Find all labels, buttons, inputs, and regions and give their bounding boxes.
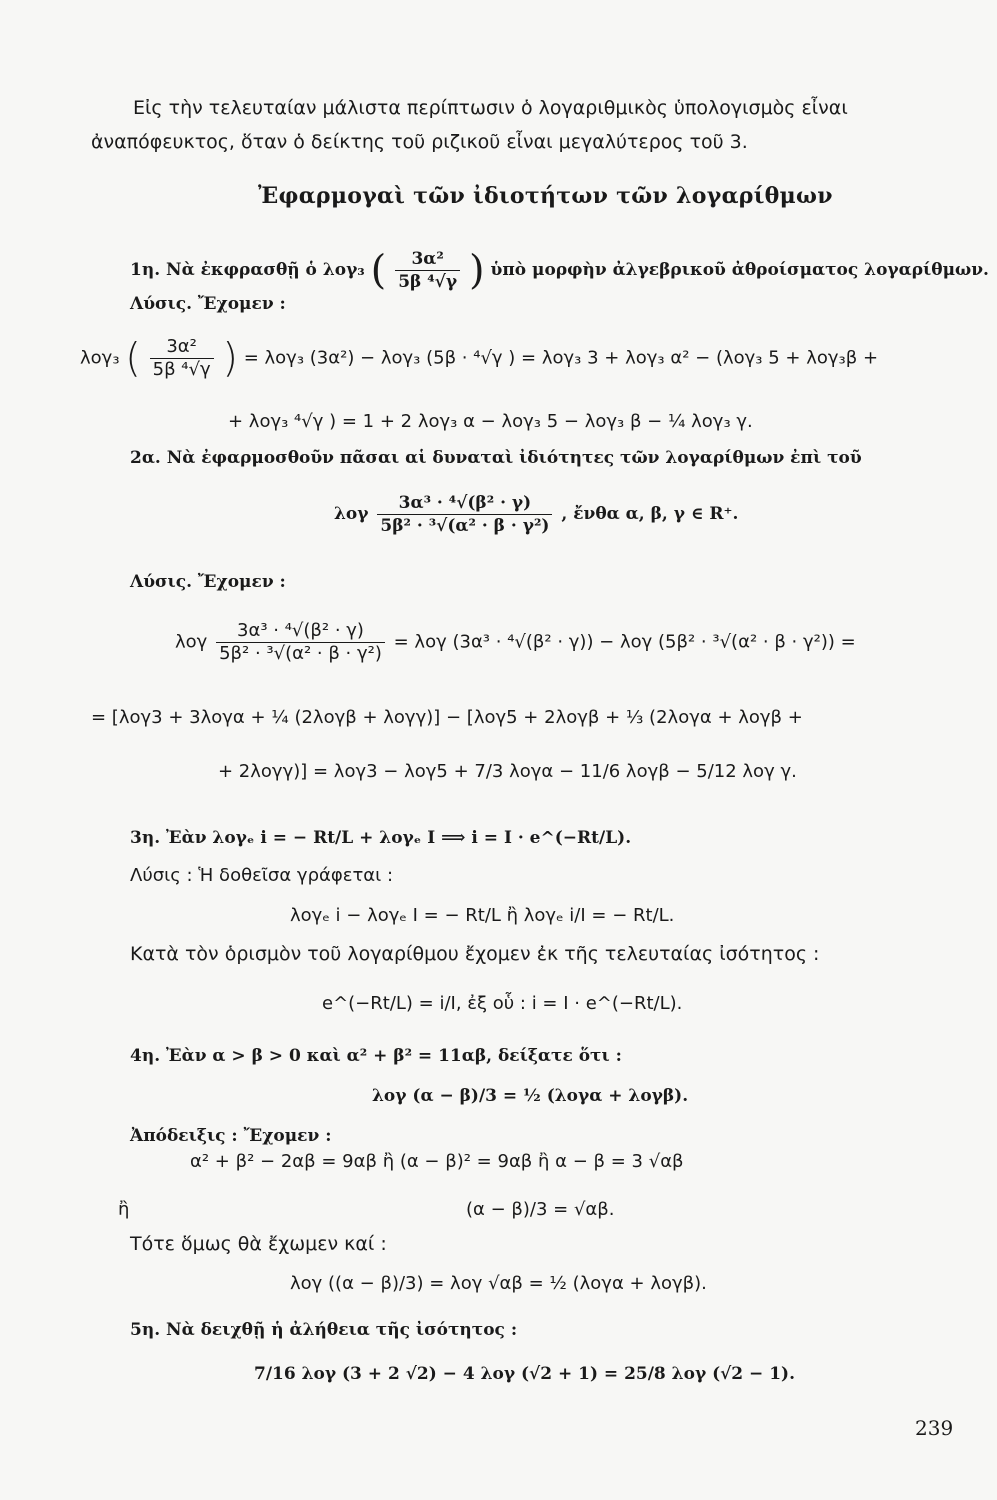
- page-number: 239: [915, 1416, 954, 1440]
- problem-1-rest: ὑπὸ μορφὴν ἀλγεβρικοῦ ἀθροίσματος λογαρίθμων.: [490, 260, 989, 280]
- problem-2-where: , ἔνθα α, β, γ ∈ R⁺.: [561, 504, 739, 524]
- problem-3-title: 3η. Ἐὰν λογₑ i = − Rt/L + λογₑ I ⟹ i = I · e^(−Rt/L).: [130, 828, 632, 848]
- problem-1-lhs-num: 3α²: [150, 336, 214, 359]
- problem-1-solution-label: Λύσις. Ἔχομεν :: [130, 294, 286, 314]
- problem-5-title: 5η. Νὰ δειχθῇ ἡ ἀλήθεια τῆς ἰσότητος :: [130, 1320, 518, 1340]
- problem-3-line-1: λογₑ i − λογₑ I = − Rt/L ἢ λογₑ i/I = − Rt/L.: [290, 905, 675, 926]
- problem-2-line-1-log: λογ: [175, 631, 208, 653]
- problem-2-solution-label: Λύσις. Ἔχομεν :: [130, 572, 286, 592]
- problem-2-line-2: = [λογ3 + 3λογα + ¼ (2λογβ + λογγ)] − [λογ5 + 2λογβ + ⅓ (2λογα + λογβ +: [91, 707, 803, 728]
- problem-4-then: Τότε ὅμως θὰ ἔχωμεν καί :: [130, 1233, 387, 1255]
- problem-1-line-1: λογ₃ ( $\frac{\text{3α²}}{\text{5β ⁴√γ}}$ ) = λογ₃ (3α²) − λογ₃ (5β · ⁴√γ ) = λογ₃ 3 + λογ₃ α² − (λογ₃ 5 + λογ₃β +: [80, 335, 879, 382]
- intro-line-1: Εἰς τὴν τελευταίαν μάλιστα περίπτωσιν ὁ λογαριθμικὸς ὑπολογισμὸς εἶναι: [133, 97, 848, 119]
- problem-2-line-1: [175, 620, 856, 665]
- problem-2-title: 2α. Νὰ ἐφαρμοσθοῦν πᾶσαι αἱ δυναταὶ ἰδιότητες τῶν λογαρίθμων ἐπὶ τοῦ: [130, 448, 862, 468]
- problem-1-den: 5β ⁴√γ: [398, 272, 458, 292]
- problem-1-fraction: [395, 248, 460, 293]
- problem-2-line-3: + 2λογγ)] = λογ3 − λογ5 + 7/3 λογα − 11/6 λογβ − 5/12 λογ γ.: [218, 761, 797, 782]
- problem-1-num: 3α²: [395, 248, 460, 271]
- problem-1-log: λογ₃: [80, 347, 120, 369]
- problem-4-line-1: α² + β² − 2αβ = 9αβ ἢ (α − β)² = 9αβ ἢ α − β = 3 √αβ: [190, 1151, 684, 1172]
- problem-4-proof-label: Ἀπόδειξις : Ἔχομεν :: [130, 1126, 332, 1146]
- problem-1-title: 1η. Νὰ ἐκφρασθῇ ὁ λογ₃ ( $\frac{\text{3α²}}{\text{5β ⁴√γ}}$ ) ὑπὸ μορφὴν ἀλγεβρικοῦ ἀθροίσματος λογαρίθμων.: [130, 247, 989, 294]
- problem-4-line-2: (α − β)/3 = √αβ.: [466, 1199, 615, 1220]
- problem-1-lhs-den: 5β ⁴√γ: [152, 359, 211, 380]
- problem-2-expression: [334, 492, 738, 537]
- problem-4-claim: λογ (α − β)/3 = ½ (λογα + λογβ).: [372, 1086, 689, 1106]
- problem-3-definition: Κατὰ τὸν ὁρισμὸν τοῦ λογαρίθμου ἔχομεν ἐκ τῆς τελευταίας ἰσότητος :: [130, 943, 820, 965]
- problem-4-line-3: λογ ((α − β)/3) = λογ √αβ = ½ (λογα + λογβ).: [290, 1273, 707, 1294]
- problem-2-fraction: [377, 492, 552, 537]
- problem-1-lhs-fraction: [150, 336, 214, 381]
- problem-5-equation: 7/16 λογ (3 + 2 √2) − 4 λογ (√2 + 1) = 25/8 λογ (√2 − 1).: [254, 1364, 795, 1384]
- problem-4-or: ἢ: [118, 1199, 130, 1220]
- problem-2-den: 5β² · ³√(α² · β · γ²): [380, 516, 550, 536]
- problem-1-label: 1η. Νὰ ἐκφρασθῇ ὁ λογ₃: [130, 260, 365, 280]
- problem-1-line-2: + λογ₃ ⁴√γ ) = 1 + 2 λογ₃ α − λογ₃ 5 − λογ₃ β − ¼ λογ₃ γ.: [228, 411, 753, 432]
- problem-3-line-2: e^(−Rt/L) = i/I, ἐξ οὗ : i = I · e^(−Rt/L).: [322, 993, 683, 1014]
- problem-4-title: 4η. Ἐὰν α > β > 0 καὶ α² + β² = 11αβ, δείξατε ὅτι :: [130, 1046, 622, 1066]
- problem-2-log: λογ: [334, 504, 369, 524]
- intro-line-2: ἀναπόφευκτος, ὅταν ὁ δείκτης τοῦ ριζικοῦ εἶναι μεγαλύτερος τοῦ 3.: [91, 131, 748, 153]
- problem-1-line-1-rhs: = λογ₃ (3α²) − λογ₃ (5β · ⁴√γ ) = λογ₃ 3 + λογ₃ α² − (λογ₃ 5 + λογ₃β +: [243, 347, 879, 369]
- problem-2-line-1-fraction: [216, 620, 385, 665]
- problem-2-line-1-num: 3α³ · ⁴√(β² · γ): [216, 620, 385, 643]
- section-heading: Ἐφαρμογαὶ τῶν ἰδιοτήτων τῶν λογαρίθμων: [258, 183, 833, 209]
- problem-3-solution-label: Λύσις : Ἡ δοθεῖσα γράφεται :: [130, 865, 394, 886]
- problem-2-num: 3α³ · ⁴√(β² · γ): [377, 492, 552, 515]
- problem-2-line-1-den: 5β² · ³√(α² · β · γ²): [219, 643, 382, 664]
- problem-2-line-1-rhs: = λογ (3α³ · ⁴√(β² · γ)) − λογ (5β² · ³√(α² · β · γ²)) =: [393, 631, 856, 653]
